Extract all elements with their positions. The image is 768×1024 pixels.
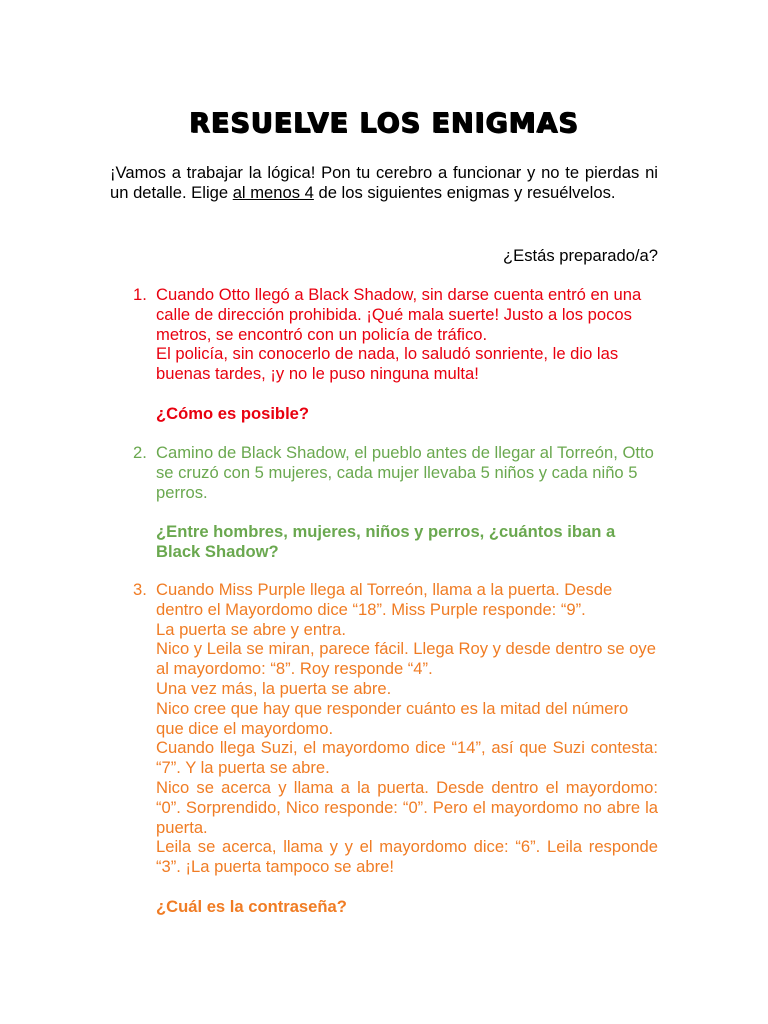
page-title: RESUELVE LOS ENIGMAS <box>189 108 579 139</box>
enigma-number: 1. <box>133 285 147 304</box>
enigma-line: Cuando Otto llegó a Black Shadow, sin darse cuenta entró en una calle de dirección prohibida. ¡Qué mala suerte! Justo a los pocos metros, se encontró con un policía de tráfico. <box>156 285 642 344</box>
enigma-number: 2. <box>133 443 147 462</box>
enigma-line: Nico y Leila se miran, parece fácil. Llega Roy y desde dentro se oye al mayordomo: “8”. Roy responde “4”. <box>156 639 656 679</box>
intro-underlined: al menos 4 <box>232 183 314 202</box>
enigma-line: Una vez más, la puerta se abre. <box>156 678 392 698</box>
enigma-question: ¿Entre hombres, mujeres, niños y perros, ¿cuántos iban a Black Shadow? <box>156 522 616 561</box>
enigma-3 <box>110 580 658 917</box>
enigma-line: El policía, sin conocerlo de nada, lo saludó sonriente, le dio las buenas tardes, ¡y no le puso ninguna multa! <box>156 344 619 384</box>
enigma-1 <box>110 285 658 424</box>
intro-text-2: de los siguientes enigmas y resuélvelos. <box>313 183 616 202</box>
enigma-line: Cuando Miss Purple llega al Torreón, llama a la puerta. Desde dentro el Mayordomo dice “18”. Miss Purple responde: “9”. <box>156 580 613 619</box>
enigma-line: Nico se acerca y llama a la puerta. Desde dentro el mayordomo: “0”. Sorprendido, Nico responde: “0”. Pero el mayordomo no abre la puerta. <box>156 777 658 837</box>
enigma-line: Leila se acerca, llama y y el mayordomo dice: “6”. Leila responde “3”. ¡La puerta tampoco se abre! <box>156 837 658 877</box>
enigma-question: ¿Cómo es posible? <box>156 403 310 423</box>
ready-question: ¿Estás preparado/a? <box>503 246 658 265</box>
enigma-line: Nico cree que hay que responder cuánto es la mitad del número que dice el mayordomo. <box>156 698 629 738</box>
enigma-number: 3. <box>133 580 147 599</box>
enigma-2 <box>110 443 658 562</box>
enigma-question: ¿Cuál es la contraseña? <box>156 896 347 916</box>
enigma-line: Camino de Black Shadow, el pueblo antes de llegar al Torreón, Otto se cruzó con 5 mujeres, cada mujer llevaba 5 niños y cada niño 5 perros. <box>156 443 654 502</box>
enigma-line: La puerta se abre y entra. <box>156 619 347 639</box>
intro-text-1: ¡Vamos a trabajar la lógica! Pon tu cerebro a funcionar y no te pierdas ni un detalle. Elige <box>110 163 658 202</box>
enigma-line: Cuando llega Suzi, el mayordomo dice “14”, así que Suzi contesta: “7”. Y la puerta se abre. <box>156 738 658 778</box>
intro-paragraph <box>110 163 658 203</box>
